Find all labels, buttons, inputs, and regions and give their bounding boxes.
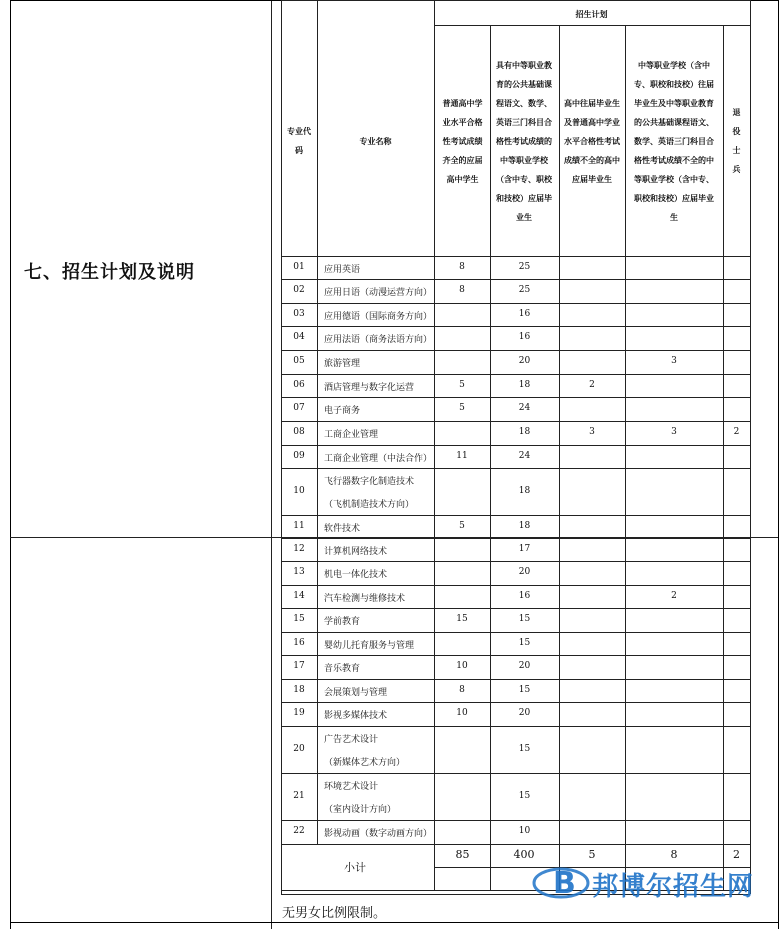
row-name: 电子商务 <box>324 406 361 416</box>
row-code: 05 <box>293 356 305 366</box>
grid-line <box>281 468 750 469</box>
grid-line <box>281 655 750 656</box>
watermark-logo-icon <box>532 860 590 906</box>
row-code: 04 <box>293 332 305 342</box>
row-name: 应用英语 <box>324 264 361 275</box>
row-col1: 15 <box>456 614 468 624</box>
row-col2: 15 <box>518 743 531 754</box>
row-name: 机电一体化技术 <box>324 570 388 580</box>
subtotal-col2: 400 <box>513 848 535 861</box>
grid-line <box>281 702 750 703</box>
row-name-direction: （飞机制造技术方向） <box>324 500 415 510</box>
row-col2: 25 <box>518 285 531 295</box>
header-col1: 普通高中学业水平合格性考试成绩齐全的应届高中学生 <box>442 98 483 184</box>
row-name-direction: （新媒体艺术方向） <box>324 758 406 768</box>
grid-line <box>281 773 750 774</box>
row-col2: 15 <box>518 614 531 624</box>
row-col2: 24 <box>518 403 531 413</box>
grid-line <box>281 844 750 845</box>
row-col2: 16 <box>518 590 531 601</box>
row-col1: 5 <box>459 403 465 413</box>
row-col1: 11 <box>456 450 468 461</box>
row-col2: 20 <box>518 567 531 577</box>
row-code: 11 <box>293 520 305 531</box>
row-code: 16 <box>293 637 305 648</box>
page-right-border <box>778 0 779 929</box>
watermark <box>528 858 778 910</box>
row-code: 14 <box>293 590 305 601</box>
row-col3: 2 <box>589 379 595 390</box>
section-title: 七、招生计划及说明 <box>24 262 195 283</box>
grid-line <box>281 303 750 304</box>
grid-line <box>281 820 750 821</box>
grid-line <box>281 679 750 680</box>
row-name: 婴幼儿托育服务与管理 <box>324 640 415 651</box>
row-code: 07 <box>293 403 305 413</box>
row-code: 08 <box>293 427 305 437</box>
subtotal-label: 小计 <box>344 861 366 874</box>
row-col2: 20 <box>518 661 531 671</box>
row-name: 酒店管理与数字化运营 <box>324 382 415 393</box>
row-code: 09 <box>293 450 305 461</box>
row-col2: 18 <box>518 520 531 531</box>
grid-line <box>281 421 750 422</box>
grid-line <box>281 608 750 609</box>
subtotal-col4: 8 <box>670 848 678 861</box>
row-name: 飞行器数字化制造技术 <box>324 477 415 487</box>
row-col2: 20 <box>518 708 531 718</box>
row-col3: 3 <box>589 427 595 437</box>
row-name-direction: （室内设计方向） <box>324 805 397 815</box>
row-col5: 2 <box>733 427 740 437</box>
grid-line <box>281 585 750 586</box>
row-name: 应用法语（商务法语方向） <box>324 335 433 345</box>
row-col2: 24 <box>518 450 531 461</box>
row-name: 影视多媒体技术 <box>324 711 388 721</box>
row-col2: 10 <box>518 826 531 836</box>
row-col1: 10 <box>456 661 468 671</box>
row-col2: 25 <box>518 261 531 272</box>
row-col1: 8 <box>459 684 465 695</box>
row-name: 音乐教育 <box>324 664 361 674</box>
grid-line <box>281 350 750 351</box>
header-code: 专业代码 <box>287 127 311 155</box>
row-name: 应用德语（国际商务方向） <box>324 311 433 322</box>
grid-line <box>281 561 750 562</box>
row-col2: 15 <box>518 637 531 648</box>
grid-line <box>281 279 750 280</box>
row-code: 01 <box>293 261 305 272</box>
grid-line <box>281 326 750 327</box>
row-code: 17 <box>293 661 305 671</box>
grid-line <box>281 374 750 375</box>
row-name: 会展策划与管理 <box>324 687 388 698</box>
row-name: 工商企业管理（中法合作） <box>324 453 433 464</box>
note-text: 无男女比例限制。 <box>282 906 387 921</box>
row-col2: 18 <box>518 485 531 496</box>
row-name: 软件技术 <box>324 523 361 534</box>
page-bottom-border <box>10 922 778 923</box>
row-code: 06 <box>293 379 305 390</box>
row-name: 广告艺术设计 <box>324 735 379 745</box>
row-name: 工商企业管理 <box>324 430 379 440</box>
row-name: 学前教育 <box>324 617 361 627</box>
row-col1: 10 <box>456 708 468 718</box>
header-plan-group: 招生计划 <box>575 9 608 19</box>
row-name: 环境艺术设计 <box>324 782 379 792</box>
row-name: 汽车检测与维修技术 <box>324 593 406 604</box>
subtotal-col3: 5 <box>588 848 596 861</box>
row-col2: 16 <box>518 308 531 319</box>
row-code: 19 <box>293 708 305 718</box>
row-code: 13 <box>293 567 305 577</box>
grid-line <box>750 0 751 894</box>
row-name: 应用日语（动漫运营方向） <box>324 288 433 298</box>
row-code: 12 <box>293 543 305 554</box>
subtotal-col1: 85 <box>455 848 470 861</box>
row-code: 20 <box>293 743 305 754</box>
row-col1: 8 <box>459 285 465 295</box>
row-col2: 18 <box>518 379 531 390</box>
row-code: 21 <box>293 790 305 801</box>
svg-text:B: B <box>553 866 576 901</box>
row-code: 02 <box>293 285 305 295</box>
grid-line <box>281 397 750 398</box>
row-code: 18 <box>293 684 305 695</box>
grid-line <box>281 256 750 257</box>
row-name: 计算机网络技术 <box>324 546 388 557</box>
header-col3: 高中往届毕业生及普通高中学业水平合格性考试成绩不全的高中应届毕业生 <box>564 98 620 184</box>
header-col2: 具有中等职业教育的公共基础课程语文、数学、英语三门科目合格性考试成绩的中等职业学校（含中专、职校和技校）应届毕业生 <box>496 60 552 222</box>
row-col2: 17 <box>518 543 531 554</box>
row-col2: 15 <box>518 790 531 801</box>
row-col2: 20 <box>518 356 531 366</box>
row-col2: 18 <box>518 427 531 437</box>
row-col2: 16 <box>518 332 531 342</box>
row-col4: 3 <box>671 427 677 437</box>
row-col1: 5 <box>459 379 465 390</box>
grid-line <box>281 515 750 516</box>
header-col4: 中等职业学校（含中专、职校和技校）往届毕业生及中等职业教育的公共基础课程语文、数学、英语三门科目合格性考试成绩不全的中等职业学校（含中专、职校和技校）应届毕业生 <box>634 60 714 222</box>
grid-line <box>281 445 750 446</box>
grid-line <box>281 726 750 727</box>
row-col4: 2 <box>671 590 677 601</box>
row-col1: 5 <box>459 520 465 531</box>
row-code: 22 <box>293 826 305 836</box>
watermark-text: 邦博尔招生网 <box>592 872 755 902</box>
header-col5: 退役士兵 <box>732 108 741 174</box>
grid-line <box>281 538 750 539</box>
section-divider <box>271 0 272 929</box>
row-col1: 8 <box>459 261 465 272</box>
row-col4: 3 <box>671 356 677 366</box>
row-code: 10 <box>293 485 305 496</box>
row-code: 03 <box>293 308 305 319</box>
row-name: 影视动画（数字动画方向） <box>324 829 433 839</box>
page-left-border <box>10 0 11 929</box>
header-name: 专业名称 <box>359 136 392 146</box>
row-col2: 15 <box>518 684 531 695</box>
row-name: 旅游管理 <box>324 359 361 369</box>
grid-line <box>281 632 750 633</box>
grid-line <box>281 0 750 1</box>
row-code: 15 <box>293 614 305 624</box>
subtotal-col5: 2 <box>733 848 740 861</box>
